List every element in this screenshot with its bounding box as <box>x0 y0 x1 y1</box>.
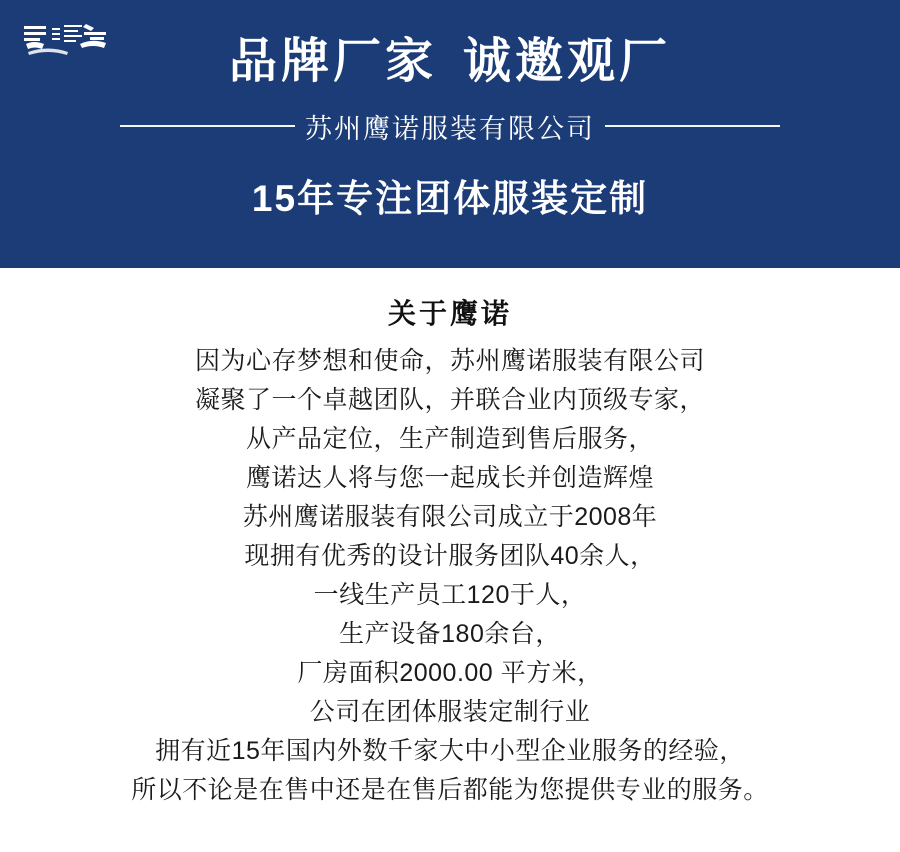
banner-title <box>229 36 671 89</box>
about-line: 厂房面积2000.00 平方米， <box>297 659 603 687</box>
about-line: 鹰诺达人将与您一起成长并创造辉煌 <box>245 464 654 492</box>
about-body <box>20 342 880 810</box>
brand-logo-icon <box>18 16 122 68</box>
divider-right <box>605 125 780 127</box>
about-section <box>0 268 900 852</box>
banner-title-part2: 诚邀观厂 <box>463 35 672 88</box>
header-banner <box>0 0 900 268</box>
about-line: 公司在团体服装定制行业 <box>309 698 591 726</box>
about-line: 一线生产员工120于人， <box>313 581 587 609</box>
divider-left <box>120 125 295 127</box>
about-line: 从产品定位，生产制造到售后服务， <box>245 425 654 453</box>
about-heading: 关于鹰诺 <box>387 298 512 329</box>
about-line: 凝聚了一个卓越团队，并联合业内顶级专家， <box>194 386 705 414</box>
about-line: 拥有近15年国内外数千家大中小型企业服务的经验， <box>155 737 745 765</box>
company-name: 苏州鹰诺服装有限公司 <box>305 113 595 144</box>
banner-tagline: 15年专注团体服装定制 <box>251 177 649 219</box>
about-line: 现拥有优秀的设计服务团队40余人， <box>244 542 656 570</box>
subtitle-row <box>120 107 780 146</box>
about-line: 所以不论是在售中还是在售后都能为您提供专业的服务。 <box>131 776 769 804</box>
about-line: 苏州鹰诺服装有限公司成立于2008年 <box>242 503 658 531</box>
about-line: 生产设备180余台， <box>339 620 561 648</box>
about-line: 因为心存梦想和使命，苏州鹰诺服装有限公司 <box>194 347 705 375</box>
banner-title-part1: 品牌厂家 <box>228 35 437 88</box>
